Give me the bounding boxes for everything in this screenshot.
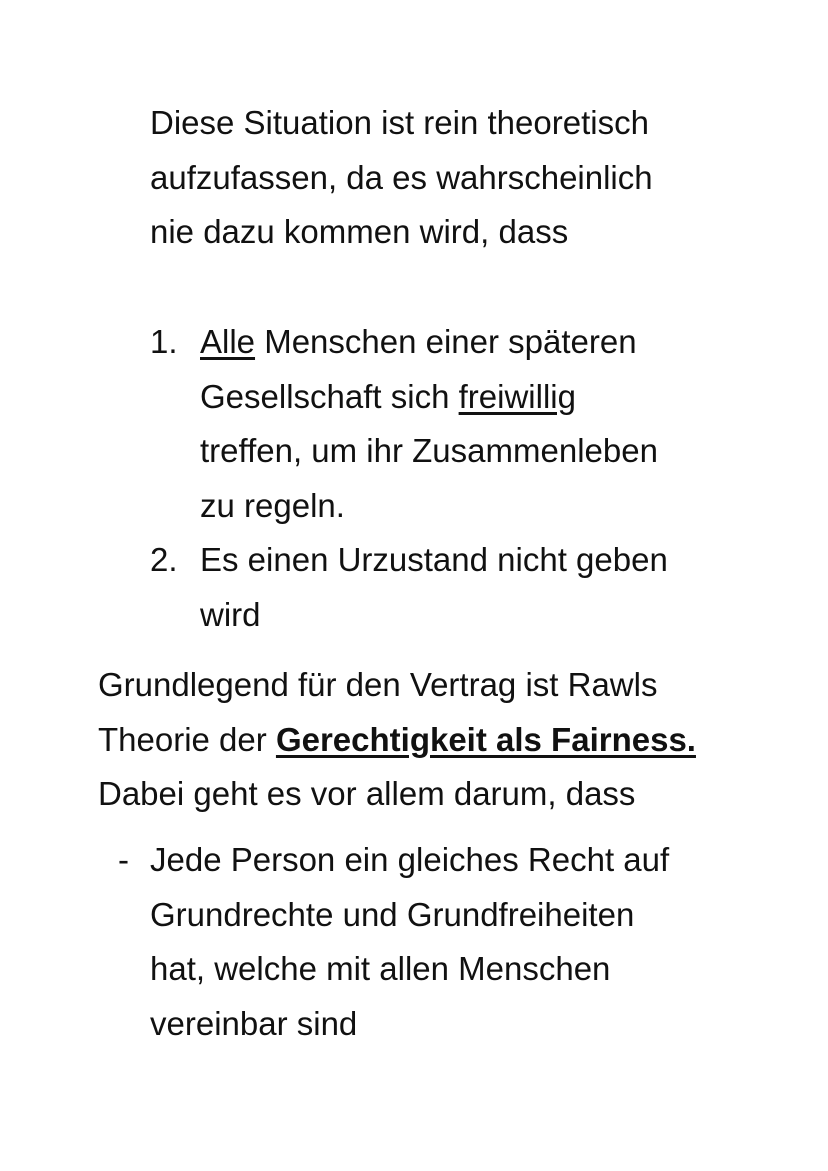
- list-item-line: wird: [200, 595, 261, 633]
- numbered-list: [150, 315, 668, 642]
- list-number: 2.: [150, 541, 178, 578]
- list-item-line: [200, 315, 668, 370]
- underlined-word: freiwillig: [458, 377, 576, 415]
- list-item-line: Jede Person ein gleiches Recht auf: [150, 841, 670, 878]
- list-item-text: Menschen einer späteren: [255, 323, 637, 360]
- list-number: 1.: [150, 323, 178, 360]
- paragraph-line: Grundlegend für den Vertrag ist Rawls: [98, 666, 658, 703]
- intro-line: aufzufassen, da es wahrscheinlich: [150, 158, 653, 196]
- intro-line: nie dazu kommen wird, dass: [150, 213, 569, 250]
- intro-paragraph: [150, 96, 653, 260]
- list-item: [118, 833, 669, 1051]
- rawls-paragraph: [98, 658, 696, 822]
- list-item-text: Gesellschaft sich: [200, 377, 459, 415]
- list-item-line: Grundrechte und Grundfreiheiten: [150, 895, 635, 933]
- list-item: [150, 315, 668, 533]
- intro-line: Diese Situation ist rein theoretisch: [150, 104, 649, 141]
- paragraph-line: Dabei geht es vor allem darum, dass: [98, 775, 636, 812]
- list-item-line: treffen, um ihr Zusammenleben: [200, 432, 658, 469]
- list-item-line: Es einen Urzustand nicht geben: [200, 541, 668, 578]
- list-item-line: hat, welche mit allen Menschen: [150, 950, 611, 987]
- list-item: [150, 533, 668, 642]
- dash-list: [118, 833, 669, 1051]
- list-item-line: vereinbar sind: [150, 1004, 358, 1042]
- list-item-line: [200, 370, 668, 425]
- bold-underlined-term: Gerechtigkeit als Fairness.: [275, 720, 696, 758]
- underlined-word: Alle: [200, 323, 256, 360]
- paragraph-text: Theorie der: [98, 720, 276, 758]
- dash-bullet: -: [118, 841, 129, 878]
- list-item-line: zu regeln.: [200, 486, 345, 524]
- paragraph-line: [98, 713, 696, 768]
